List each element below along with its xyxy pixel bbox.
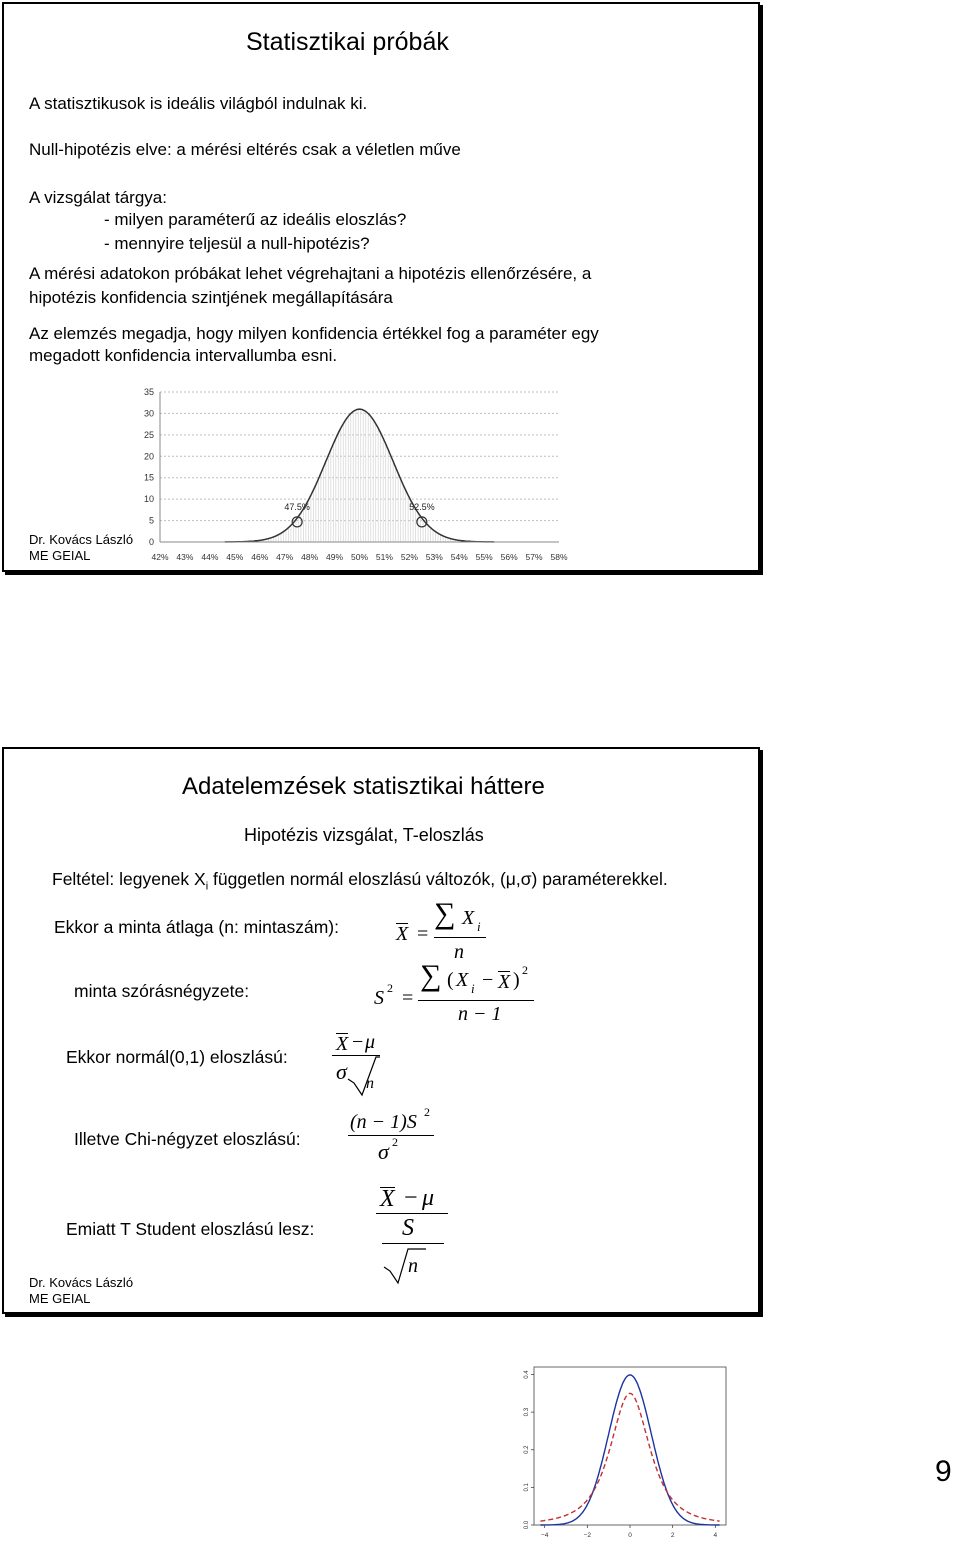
annotation-label: 47.5% [284,501,310,512]
text-line: - mennyire teljesül a null-hipotézis? [104,234,370,253]
x-tick-label: 0 [628,1532,632,1539]
y-tick-label: 15 [143,472,154,483]
y-tick-label: 25 [143,429,154,440]
y-tick-label: 0.0 [524,1520,530,1530]
x-tick-label: 50% [350,552,369,562]
x-tick-label: 4 [713,1532,718,1539]
slide-1 [2,2,760,572]
slide-2: Adatelemzések statisztikai háttere Hipotézis vizsgálat, T-eloszlás Feltétel: legyenek $X_i$ független normál eloszlású változók, (μ,σ) paraméterekkel. Ekkor a minta átlaga (n: mintaszám): minta szórásnégyzete: Ekkor normál(0,1) eloszlású: Illetve Chi-négyzet eloszlású: Emiatt T Student eloszlású lesz: X = ∑ X i n S 2 = ∑ ( X i − X ) 2 n − 1 X − μ σ n (n − 1)S 2 σ 2 X − μ S n 0.0 0.1 0.2 0.3 0.4 −4 −2 0 2 4 Dr. Kovács László ME GEIAL [2,747,760,1314]
normal-series-line [540,1375,719,1525]
slide-2-subtitle: Hipotézis vizsgálat, T-eloszlás [244,825,484,845]
annotation-label: 52.5% [409,501,435,512]
slide-1-title: Statisztikai próbák [246,28,449,56]
plot-frame [534,1367,726,1525]
sqrt-icon [346,1055,380,1097]
row-label-chi: Illetve Chi-négyzet eloszlású: [74,1129,301,1149]
x-tick-label: 47% [276,552,294,562]
x-tick-label: 53% [425,552,443,562]
y-tick-label: 0.3 [524,1407,530,1417]
x-tick-label: −4 [540,1532,549,1539]
histogram-chart [134,382,574,566]
x-tick-label: 2 [670,1532,675,1539]
y-tick-label: 20 [143,451,154,462]
footer-name: Dr. Kovács László [29,532,134,547]
text-line: - milyen paraméterű az ideális eloszlás? [104,210,407,229]
condition-text: Feltétel: legyenek $X_i$ független normál eloszlású változók, (μ,σ) paraméterekkel. [52,869,668,893]
x-tick-label: 43% [176,552,194,562]
page-number: 9 [935,1455,952,1488]
x-tick-label: 42% [151,552,169,562]
row-label-variance: minta szórásnégyzete: [74,981,250,1001]
student-t-series-line [540,1393,719,1521]
y-tick-label: 0 [148,537,154,547]
x-tick-label: −2 [583,1532,592,1539]
text-line: hipotézis konfidencia szintjének megállapítására [29,288,393,307]
x-tick-label: 56% [500,552,518,562]
x-tick-label: 58% [550,552,568,562]
y-tick-label: 0.2 [524,1445,530,1454]
text-line: A mérési adatokon próbákat lehet végrehajtani a hipotézis ellenőrzésére, a [29,264,592,283]
y-tick-label: 30 [143,408,154,419]
footer-name: Dr. Kovács László [29,1275,134,1290]
y-tick-label: 0.4 [524,1370,530,1379]
row-label-mean: Ekkor a minta átlaga (n: mintaszám): [54,917,339,937]
text-line: Null-hipotézis elve: a mérési eltérés csak a véletlen műve [29,140,461,159]
text-line: A statisztikusok is ideális világból indulnak ki. [29,94,368,113]
y-tick-label: 35 [143,387,154,397]
normal-curve [225,409,494,542]
y-tick-label: 5 [148,515,154,526]
y-tick-label: 10 [143,494,154,505]
footer-org: ME GEIAL [29,1291,91,1306]
text-line: Az elemzés megadja, hogy milyen konfidencia értékkel fog a paraméter egy [29,324,599,343]
x-tick-label: 57% [525,552,543,562]
row-label-student: Emiatt T Student eloszlású lesz: [66,1219,315,1239]
y-tick-label: 0.1 [524,1483,530,1492]
x-tick-label: 51% [375,552,393,562]
t-distribution-chart [516,1361,732,1549]
footer-org: ME GEIAL [29,548,91,563]
sqrt-icon [382,1245,426,1285]
x-tick-label: 52% [400,552,418,562]
slide-2-title: Adatelemzések statisztikai háttere [182,773,545,800]
x-tick-label: 46% [251,552,269,562]
text-line: megadott konfidencia intervallumba esni. [29,346,338,365]
x-tick-label: 54% [450,552,468,562]
x-tick-label: 55% [475,552,493,562]
text-line: A vizsgálat tárgya: [29,188,167,207]
row-label-normal: Ekkor normál(0,1) eloszlású: [66,1047,288,1067]
x-tick-label: 49% [326,552,344,562]
x-tick-label: 44% [201,552,219,562]
x-tick-label: 48% [301,552,319,562]
x-tick-label: 45% [226,552,244,562]
